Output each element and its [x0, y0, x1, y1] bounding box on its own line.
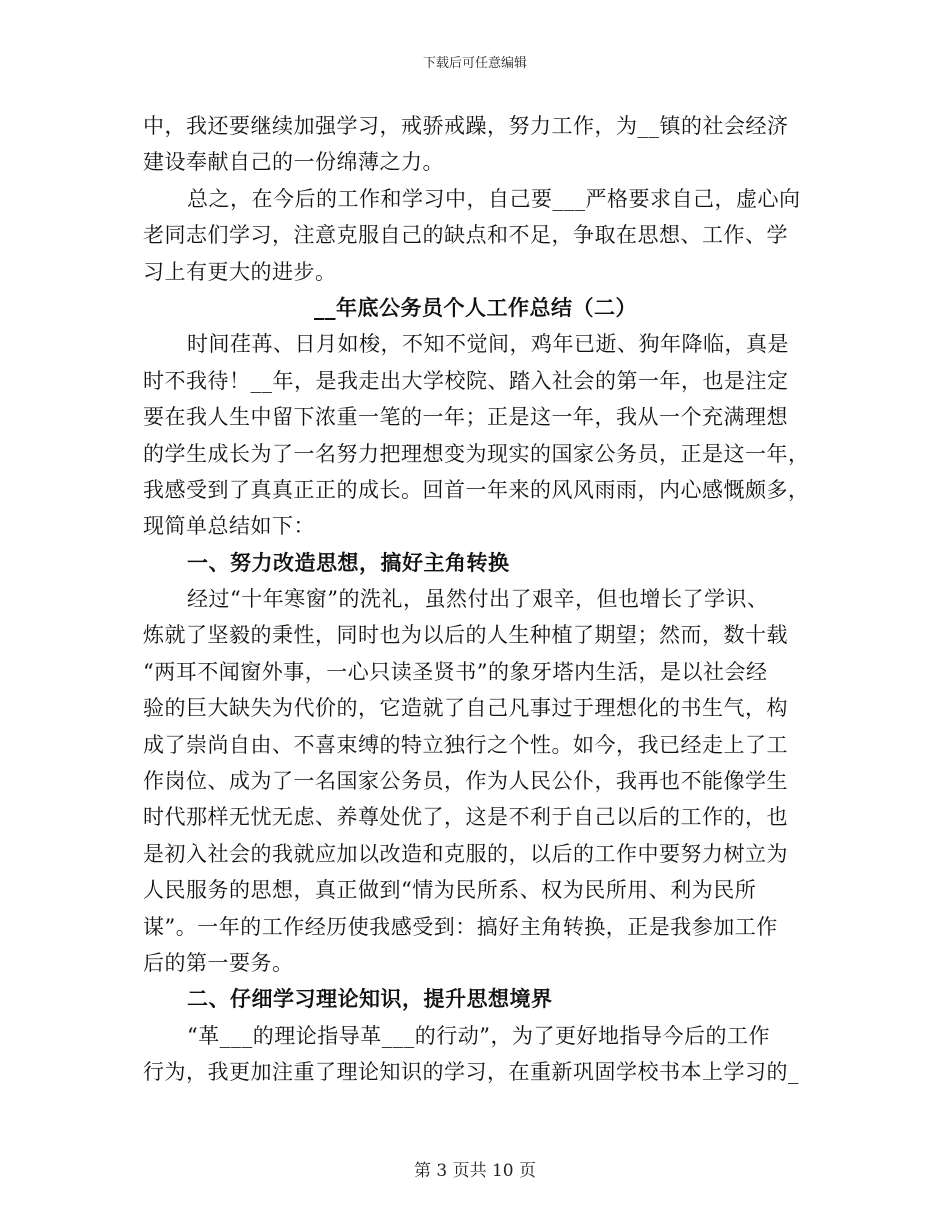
- body-line: 验的巨大缺失为代价的，它造就了自己凡事过于理想化的书生气，构: [143, 696, 788, 721]
- body-line: 建设奉献自己的一份绵薄之力。: [143, 150, 444, 175]
- body-line: 时代那样无忧无虑、养尊处优了，这是不利于自己以后的工作的，也: [143, 805, 788, 830]
- body-line: “两耳不闻窗外事，一心只读圣贤书”的象牙塔内生活，是以社会经: [143, 659, 768, 684]
- page-header: 下载后可任意编辑: [422, 56, 527, 71]
- body-line: 炼就了坚毅的秉性，同时也为以后的人生种植了期望；然而，数十载: [143, 623, 788, 648]
- body-line: 行为，我更加注重了理论知识的学习，在重新巩固学校书本上学习的_: [143, 1060, 799, 1085]
- body-line: 经过“十年寒窗”的洗礼，虽然付出了艰辛，但也增长了学识、: [187, 587, 769, 612]
- document-body: [143, 108, 808, 1091]
- body-line: 要在我人生中留下浓重一笔的一年；正是这一年，我从一个充满理想: [143, 405, 788, 430]
- body-line: 我感受到了真真正正的成长。回首一年来的风风雨雨，内心感慨颇多，: [143, 477, 810, 502]
- body-line: 是初入社会的我就应加以改造和克服的，以后的工作中要努力树立为: [143, 841, 788, 866]
- body-line: 后的第一要务。: [143, 950, 294, 975]
- body-line: 成了崇尚自由、不喜束缚的特立独行之个性。如今，我已经走上了工: [143, 732, 788, 757]
- subheading: 二、仔细学习理论知识，提升思想境界: [187, 986, 553, 1012]
- body-line: “革___的理论指导革___的行动”，为了更好地指导今后的工作: [187, 1023, 770, 1048]
- body-line: 作岗位、成为了一名国家公务员，作为人民公仆，我再也不能像学生: [143, 769, 788, 794]
- page-footer: 第 3 页共 10 页: [413, 1161, 537, 1181]
- body-line: 老同志们学习，注意克服自己的缺点和不足，争取在思想、工作、学: [143, 223, 788, 248]
- body-line: 谋”。一年的工作经历使我感受到：搞好主角转换，正是我参加工作: [143, 914, 778, 939]
- body-line: 时间荏苒、日月如梭，不知不觉间，鸡年已逝、狗年降临，真是: [187, 332, 789, 357]
- body-line: 现简单总结如下：: [143, 514, 315, 539]
- body-line: 时不我待！__年，是我走出大学校院、踏入社会的第一年，也是注定: [143, 368, 789, 393]
- body-line: 的学生成长为了一名努力把理想变为现实的国家公务员，正是这一年，: [143, 441, 810, 466]
- body-line: 总之，在今后的工作和学习中，自己要___严格要求自己，虚心向: [187, 186, 801, 211]
- section-title: __年底公务员个人工作总结（二）: [314, 294, 637, 320]
- subheading: 一、努力改造思想，搞好主角转换: [187, 549, 510, 575]
- body-line: 人民服务的思想，真正做到“情为民所系、权为民所用、利为民所: [143, 878, 757, 903]
- body-line: 中，我还要继续加强学习，戒骄戒躁，努力工作，为__镇的社会经济: [143, 114, 789, 138]
- body-line: 习上有更大的进步。: [143, 259, 337, 284]
